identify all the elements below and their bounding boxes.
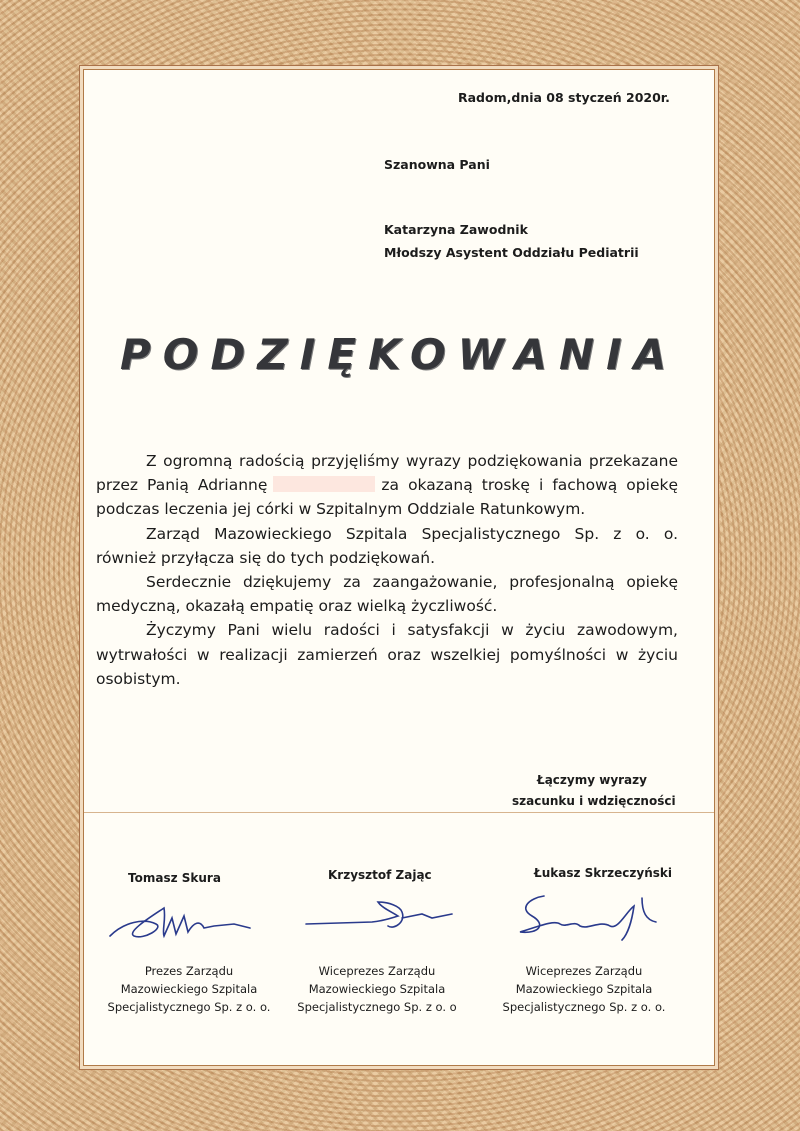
signatory-2-role-line-3: Specjalistycznego Sp. z o. o xyxy=(297,1000,457,1014)
signatory-3-name: Łukasz Skrzeczyński xyxy=(534,866,672,880)
closing-line-2: szacunku i wdzięczności xyxy=(512,794,676,808)
recipient-title: Młodszy Asystent Oddziału Pediatrii xyxy=(384,245,639,260)
redacted-surname xyxy=(273,476,375,492)
paragraph-1-text-before: Z ogromną radością przyjęliśmy wyrazy podziękowania przekazane przez Panią Adriannę xyxy=(96,452,678,495)
recipient-name: Katarzyna Zawodnik xyxy=(384,222,528,237)
body-paragraph-3: Serdecznie dziękujemy za zaangażowanie, profesjonalną opiekę medyczną, okazałą empatię oraz wielką życzliwość. xyxy=(96,573,678,616)
signatory-3-role-line-3: Specjalistycznego Sp. z o. o. xyxy=(502,1000,666,1014)
letter-heading: PODZIĘKOWANIA xyxy=(120,330,679,379)
signatory-2-role xyxy=(282,962,472,1016)
body-paragraph-4: Życzymy Pani wielu radości i satysfakcji w życiu zawodowym, wytrwałości w realizacji zamierzeń oraz wszelkiej pomyślności w życiu osobistym. xyxy=(96,621,678,688)
letter-body xyxy=(96,449,678,691)
signatory-3-role-line-2: Mazowieckiego Szpitala xyxy=(515,982,653,996)
signatory-2-role-line-1: Wiceprezes Zarządu xyxy=(318,964,436,978)
place-and-date: Radom,dnia 08 styczeń 2020r. xyxy=(458,90,670,105)
signatory-1-role-line-2: Mazowieckiego Szpitala xyxy=(120,982,258,996)
body-paragraph-1 xyxy=(96,449,678,522)
signature-1-image xyxy=(104,900,254,950)
signatory-1-role-line-3: Specjalistycznego Sp. z o. o. xyxy=(107,1000,271,1014)
signature-3-image xyxy=(510,890,670,950)
paragraph-1-text-after: za okazaną troskę i fachową opiekę podczas leczenia jej córki w Szpitalnym Oddziale Ratunkowym. xyxy=(96,476,678,519)
signature-2-image xyxy=(302,890,462,940)
signatory-1-role-line-1: Prezes Zarządu xyxy=(144,964,234,978)
signatory-1-role xyxy=(94,962,284,1016)
signatory-2-role-line-2: Mazowieckiego Szpitala xyxy=(308,982,446,996)
body-paragraph-2: Zarząd Mazowieckiego Szpitala Specjalistycznego Sp. z o. o. również przyłącza się do tych podziękowań. xyxy=(96,524,678,567)
signatory-3-role xyxy=(484,962,684,1016)
signatory-2-name: Krzysztof Zając xyxy=(328,868,432,882)
decorative-divider xyxy=(84,812,714,813)
closing-line-1: Łączymy wyrazy xyxy=(537,773,647,787)
salutation: Szanowna Pani xyxy=(384,157,490,172)
signatory-3-role-line-1: Wiceprezes Zarządu xyxy=(525,964,643,978)
signatory-1-name: Tomasz Skura xyxy=(128,871,221,885)
